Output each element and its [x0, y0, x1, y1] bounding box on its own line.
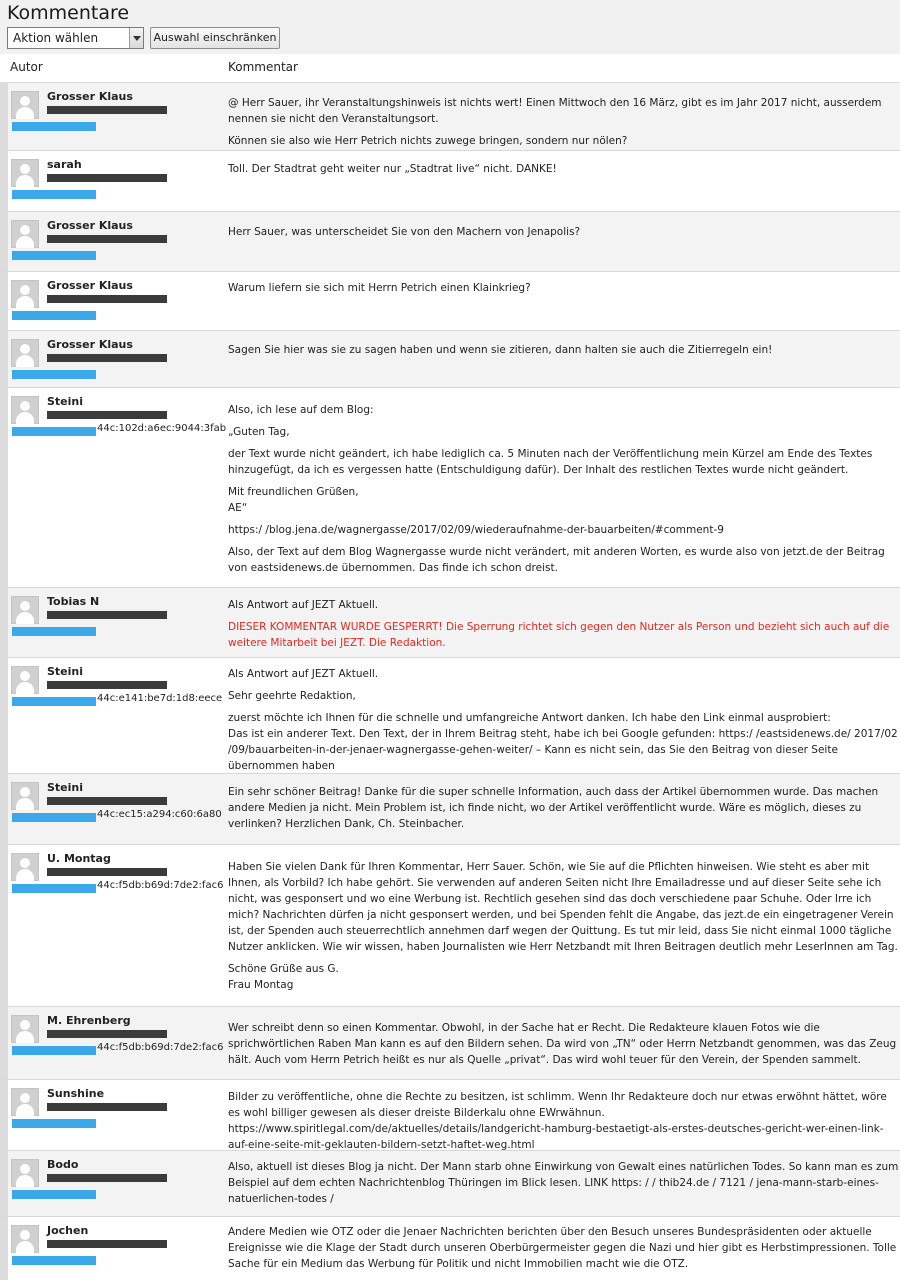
author-name: Grosser Klaus	[47, 90, 133, 103]
author-ip: 44c:f5db:b69d:7de2:fac6	[97, 1042, 224, 1053]
avatar	[11, 1088, 39, 1116]
avatar	[11, 1015, 39, 1043]
author-ip: 44c:ec15:a294:c60:6a80	[97, 809, 222, 820]
column-header-comment[interactable]: Kommentar	[228, 60, 298, 74]
comment-paragraph: der Text wurde nicht geändert, ich habe lediglich ca. 5 Minuten nach der Veröffentlichung mein Kürzel am Ende des Textes hinzugefügt, da ich es vergessen hatte (Entschuldigung dafür). Der Inhalt des restlichen Textes wurde nicht geändert.	[228, 448, 873, 476]
author-email-redacted	[47, 174, 167, 182]
author-name: Tobias N	[47, 595, 100, 608]
page-title: Kommentare	[7, 2, 130, 24]
avatar	[11, 853, 39, 881]
table-row	[0, 845, 900, 1007]
avatar	[11, 396, 39, 424]
author-name: Grosser Klaus	[47, 279, 133, 292]
author-link[interactable]	[12, 251, 96, 260]
comment-text	[228, 597, 900, 657]
comment-paragraph: Wer schreibt denn so einen Kommentar. Obwohl, in der Sache hat er Recht. Die Redakteure klauen Fotos wie die sprichwörtlichen Raben Man kann es auf den Bildern sehen. Da wird von „TN“ oder Herrn Netzbandt genommen, was das Zeug hält. Auch vom Herrn Petrich heißt es nur als Quelle „privat“. Das wird wohl teuer für den Verein, der Spenden sammelt.	[228, 1022, 897, 1066]
comment-text	[228, 1224, 900, 1278]
author-link[interactable]	[12, 190, 96, 199]
comment-text	[228, 95, 900, 155]
author-name: Grosser Klaus	[47, 219, 133, 232]
bulk-action-select-value: Aktion wählen	[13, 31, 99, 45]
comment-paragraph: Also, der Text auf dem Blog Wagnergasse wurde nicht verändert, mit anderen Worten, es wurde also von jetzt.de der Beitrag von eastsidenews.de übernommen. Das finde ich schon dreist.	[228, 546, 885, 574]
avatar	[11, 91, 39, 119]
table-row	[0, 388, 900, 588]
author-name: Jochen	[47, 1224, 89, 1237]
table-row	[0, 774, 900, 845]
comment-paragraph: Als Antwort auf JEZT Aktuell.	[228, 668, 379, 680]
comment-text	[228, 666, 900, 780]
author-email-redacted	[47, 235, 167, 243]
table-row	[0, 658, 900, 774]
comment-paragraph: zuerst möchte ich Ihnen für die schnelle und umfangreiche Antwort danken. Ich habe den Link einmal ausprobiert: Das ist ein anderer Text. Den Text, der in Ihrem Beitrag steht, habe ich bei Google gefunden: https:/ /eastsidenews.de/ 2017/02 /09/bauarbeiten-in-der-jenaer-wagnergasse-gehen-weiter/ – Kann es nicht sein, das Sie den Beitrag von dieser Seite übernommen haben	[228, 712, 898, 772]
table-row	[0, 1080, 900, 1151]
comment-paragraph: Warum liefern sie sich mit Herrn Petrich einen Klainkrieg?	[228, 282, 531, 294]
author-email-redacted	[47, 797, 167, 805]
author-link[interactable]	[12, 1046, 96, 1055]
avatar	[11, 280, 39, 308]
table-row	[0, 1007, 900, 1080]
table-row	[0, 151, 900, 212]
comment-text	[228, 280, 900, 302]
comment-text	[228, 402, 900, 582]
author-link[interactable]	[12, 1190, 96, 1199]
comment-paragraph: Toll. Der Stadtrat geht weiter nur „Stadtrat live“ nicht. DANKE!	[228, 163, 557, 175]
filter-button[interactable]: Auswahl einschränken	[150, 27, 280, 49]
avatar	[11, 159, 39, 187]
comment-paragraph: Ein sehr schöner Beitrag! Danke für die super schnelle Information, auch dass der Artikel übernommen wurde. Das machen andere Medien ja nicht. Mein Problem ist, ich finde nicht, wo der Artikel veröffentlicht wurde. Wäre es möglich, dieses zu verlinken? Herzlichen Dank, Ch. Steinbacher.	[228, 786, 879, 830]
author-name: Sunshine	[47, 1087, 105, 1100]
author-name: Bodo	[47, 1158, 79, 1171]
table-header	[0, 54, 900, 83]
comments-table	[0, 54, 900, 1280]
table-row	[0, 1217, 900, 1280]
comment-paragraph: Herr Sauer, was unterscheidet Sie von den Machern von Jenapolis?	[228, 226, 581, 238]
author-link[interactable]	[12, 813, 96, 822]
comment-text	[228, 161, 900, 183]
bulk-action-select[interactable]	[7, 27, 144, 49]
column-header-author[interactable]: Autor	[10, 60, 43, 74]
author-name: Steini	[47, 395, 84, 408]
comment-paragraph: https:/ /blog.jena.de/wagnergasse/2017/02/09/wiederaufnahme-der-bauarbeiten/#comment-9	[228, 524, 724, 536]
author-ip: 44c:102d:a6ec:9044:3fab	[97, 423, 227, 434]
comment-paragraph: Haben Sie vielen Dank für Ihren Kommentar, Herr Sauer. Schön, wie Sie auf die Pflichten hinweisen. Wie steht es aber mit Ihnen, als Vorbild? Ich habe gehört. Sie verwenden auf anderen Seiten nicht Ihre Emailadresse und auf dieser Seite sehe ich nicht, was gesponsert und wo eine Werbung ist. Rechtlich gesehen sind das doch verschiedene paar Schuhe. Oder Irre ich mich? Nachrichten dürfen ja nicht gesponsert werden, und bei Spenden fehlt die Angabe, das jezt.de ein eingetragener Verein ist, der Spenden auch steuerrechtlich annehmen darf wegen der Quittung. Es tut mir leid, dass Sie nicht einmal 1000 tägliche Nutzer anklicken. Wie wir wissen, haben Journalisten wie Herr Netzbandt mit Ihren Beitragen deutlich mehr LeserInnen am Tag.	[228, 861, 898, 953]
comment-paragraph: Andere Medien wie OTZ oder die Jenaer Nachrichten berichten über den Besuch unseres Bundespräsidenten oder aktuelle Ereignisse wie die Klage der Stadt durch unseren Oberbürgermeister gegen die Nazi und hier gibt es Herbstimpressionen. Tolle Sache für ein Medium das Werbung für Politik und nicht Immobilien macht wie die OTZ.	[228, 1226, 897, 1270]
author-name: U. Montag	[47, 852, 111, 865]
author-link[interactable]	[12, 697, 96, 706]
chevron-down-icon[interactable]	[129, 28, 143, 48]
table-row	[0, 83, 900, 151]
comment-paragraph: Also, ich lese auf dem Blog:	[228, 404, 374, 416]
author-name: sarah	[47, 158, 82, 171]
author-email-redacted	[47, 1240, 167, 1248]
author-email-redacted	[47, 1174, 167, 1182]
author-email-redacted	[47, 681, 167, 689]
author-email-redacted	[47, 295, 167, 303]
comment-paragraph: „Guten Tag,	[228, 426, 290, 438]
author-ip: 44c:e141:be7d:1d8:eece	[97, 693, 223, 704]
author-link[interactable]	[12, 884, 96, 893]
author-link[interactable]	[12, 1119, 96, 1128]
table-row	[0, 588, 900, 658]
author-link[interactable]	[12, 122, 96, 131]
comment-text	[228, 1089, 900, 1159]
author-email-redacted	[47, 1103, 167, 1111]
comment-text	[228, 784, 900, 838]
comment-text	[228, 224, 900, 246]
comment-text	[228, 1020, 900, 1074]
comments-list	[0, 83, 900, 1280]
comment-paragraph: Schöne Grüße aus G. Frau Montag	[228, 963, 339, 991]
author-link[interactable]	[12, 370, 96, 379]
avatar	[11, 666, 39, 694]
avatar	[11, 1159, 39, 1187]
author-email-redacted	[47, 1030, 167, 1038]
avatar	[11, 782, 39, 810]
comment-text	[228, 1159, 900, 1213]
author-email-redacted	[47, 611, 167, 619]
avatar	[11, 596, 39, 624]
comment-paragraph: Bilder zu veröffentliche, ohne die Rechte zu besitzen, ist schlimm. Wenn Ihr Redakteure doch nur etwas erwöhnt hättet, wöre es wohl billiger gewesen als dieser dreiste Bilderkalu ohne EWrwähnun. https://www.spiritlegal.com/de/aktuelles/details/landgericht-hamburg-bestaetigt-als-erstes-deutsches-gericht-wer-einen-link-auf-eine-seite-mit-geklauten-bildern-setzt-haftet-weg.html	[228, 1091, 887, 1151]
comment-paragraph: @ Herr Sauer, ihr Veranstaltungshinweis ist nichts wert! Einen Mittwoch den 16 März, gibt es im Jahr 2017 nicht, ausserdem nennen sie nicht den Veranstaltungsort.	[228, 97, 882, 125]
avatar	[11, 1225, 39, 1253]
author-link[interactable]	[12, 1256, 96, 1265]
author-link[interactable]	[12, 427, 96, 436]
author-name: Grosser Klaus	[47, 338, 133, 351]
avatar	[11, 220, 39, 248]
author-email-redacted	[47, 411, 167, 419]
author-email-redacted	[47, 106, 167, 114]
table-row	[0, 272, 900, 331]
comment-paragraph: Sehr geehrte Redaktion,	[228, 690, 356, 702]
comment-text	[228, 859, 900, 999]
comment-paragraph: Als Antwort auf JEZT Aktuell.	[228, 599, 379, 611]
author-email-redacted	[47, 868, 167, 876]
comment-paragraph: Mit freundlichen Grüßen, AE“	[228, 486, 359, 514]
author-link[interactable]	[12, 627, 96, 636]
author-name: Steini	[47, 781, 84, 794]
author-ip: 44c:f5db:b69d:7de2:fac6	[97, 880, 224, 891]
comment-paragraph: Sagen Sie hier was sie zu sagen haben und wenn sie zitieren, dann halten sie auch die Zitierregeln ein!	[228, 344, 773, 356]
avatar	[11, 339, 39, 367]
comment-paragraph: Also, aktuell ist dieses Blog ja nicht. Der Mann starb ohne Einwirkung von Gewalt eines natürlichen Todes. So kann man es zum Beispiel auf dem echten Nachrichtenblog Thüringen im Blick lesen. LINK https: / / thib24.de / 7121 / jena-mann-starb-eines-natuerlichen-todes /	[228, 1161, 899, 1205]
table-row	[0, 212, 900, 272]
comment-paragraph: Können sie also wie Herr Petrich nichts zuwege bringen, sondern nur nölen?	[228, 135, 628, 147]
table-row	[0, 331, 900, 388]
table-row	[0, 1151, 900, 1217]
author-name: Steini	[47, 665, 84, 678]
moderation-notice: DIESER KOMMENTAR WURDE GESPERRT! Die Sperrung richtet sich gegen den Nutzer als Person und bezieht sich auch auf die weitere Mitarbeit bei JEZT. Die Redaktion.	[228, 621, 890, 649]
author-name: M. Ehrenberg	[47, 1014, 131, 1027]
author-link[interactable]	[12, 311, 96, 320]
author-email-redacted	[47, 354, 167, 362]
comment-text	[228, 342, 900, 364]
